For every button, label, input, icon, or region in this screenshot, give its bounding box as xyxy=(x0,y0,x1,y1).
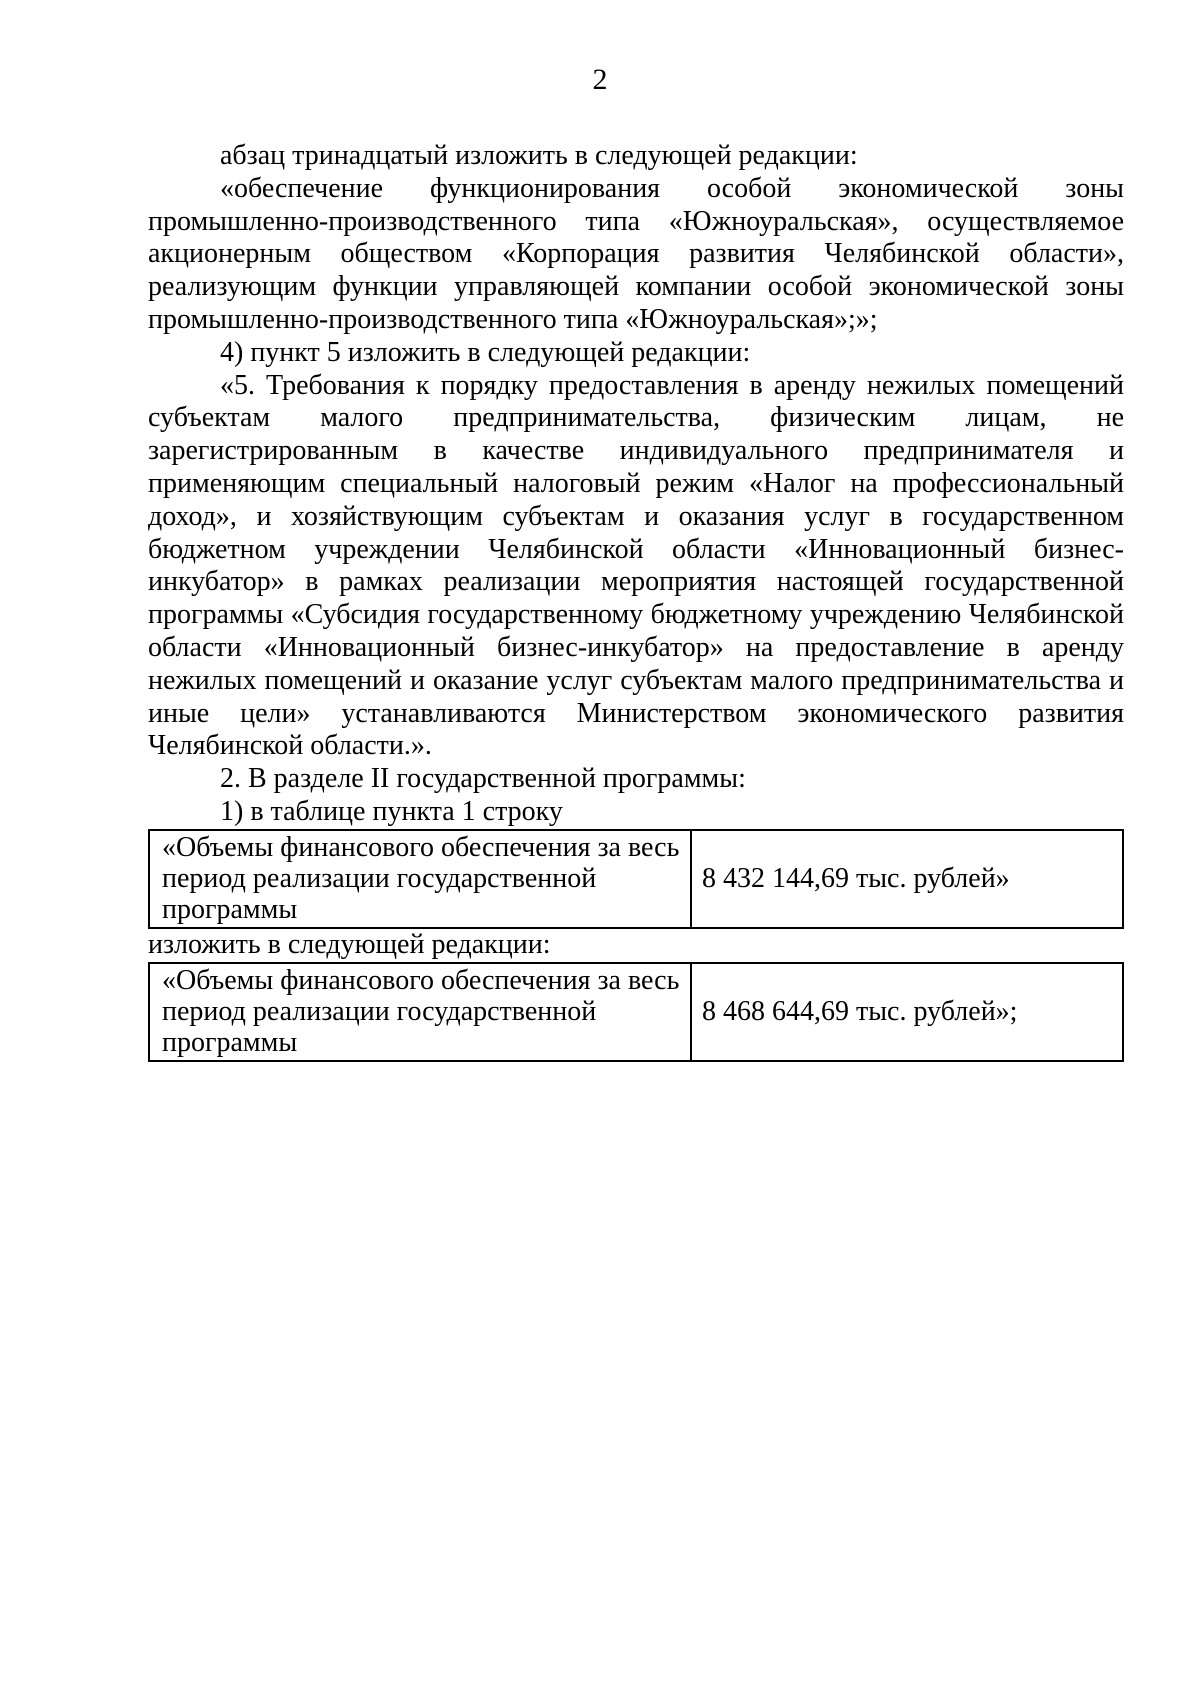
paragraph-3: 4) пункт 5 изложить в следующей редакции: xyxy=(220,336,751,368)
paragraph-5: 2. В разделе II государственной программы: xyxy=(220,763,746,795)
old-financing-table xyxy=(148,829,1124,929)
paragraph-6: 1) в таблице пункта 1 строку xyxy=(220,795,563,827)
new-financing-table xyxy=(148,962,1124,1062)
table-row xyxy=(149,830,1123,928)
old-row-value: 8 432 144,69 тыс. рублей» xyxy=(691,830,1123,928)
new-row-label: «Объемы финансового обеспечения за весь период реализации государственной программы xyxy=(149,963,691,1061)
paragraph-1: абзац тринадцатый изложить в следующей редакции: xyxy=(220,140,858,171)
new-row-value: 8 468 644,69 тыс. рублей»; xyxy=(691,963,1123,1061)
table-row xyxy=(149,963,1123,1061)
paragraph-2: «обеспечение функционирования особой экономической зоны промышленно-производственного типа «Южноуральская», осуществляемое акционерным обществом «Корпорация развития Челябинской области», реализующим функции управляющей компании особой экономической зоны промышленно-производственного типа «Южноуральская»;»; xyxy=(148,172,1124,335)
page-number: 2 xyxy=(592,63,608,96)
document-body xyxy=(148,140,1124,1062)
between-text: изложить в следующей редакции: xyxy=(148,928,551,960)
paragraph-4: «5. Требования к порядку предоставления в аренду нежилых помещений субъектам малого предпринимательства, физическим лицам, не зарегистрированным в качестве индивидуального предпринимателя и применяющим специальный налоговый режим «Налог на профессиональный доход», и хозяйствующим субъектам и оказания услуг в государственном бюджетном учреждении Челябинской области «Инновационный бизнес-инкубатор» в рамках реализации мероприятия настоящей государственной программы «Субсидия государственному бюджетному учреждению Челябинской области «Инновационный бизнес-инкубатор» на предоставление в аренду нежилых помещений и оказание услуг субъектам малого предпринимательства и иные цели» устанавливаются Министерством экономического развития Челябинской области.». xyxy=(148,369,1124,762)
old-row-label: «Объемы финансового обеспечения за весь период реализации государственной программы xyxy=(149,830,691,928)
